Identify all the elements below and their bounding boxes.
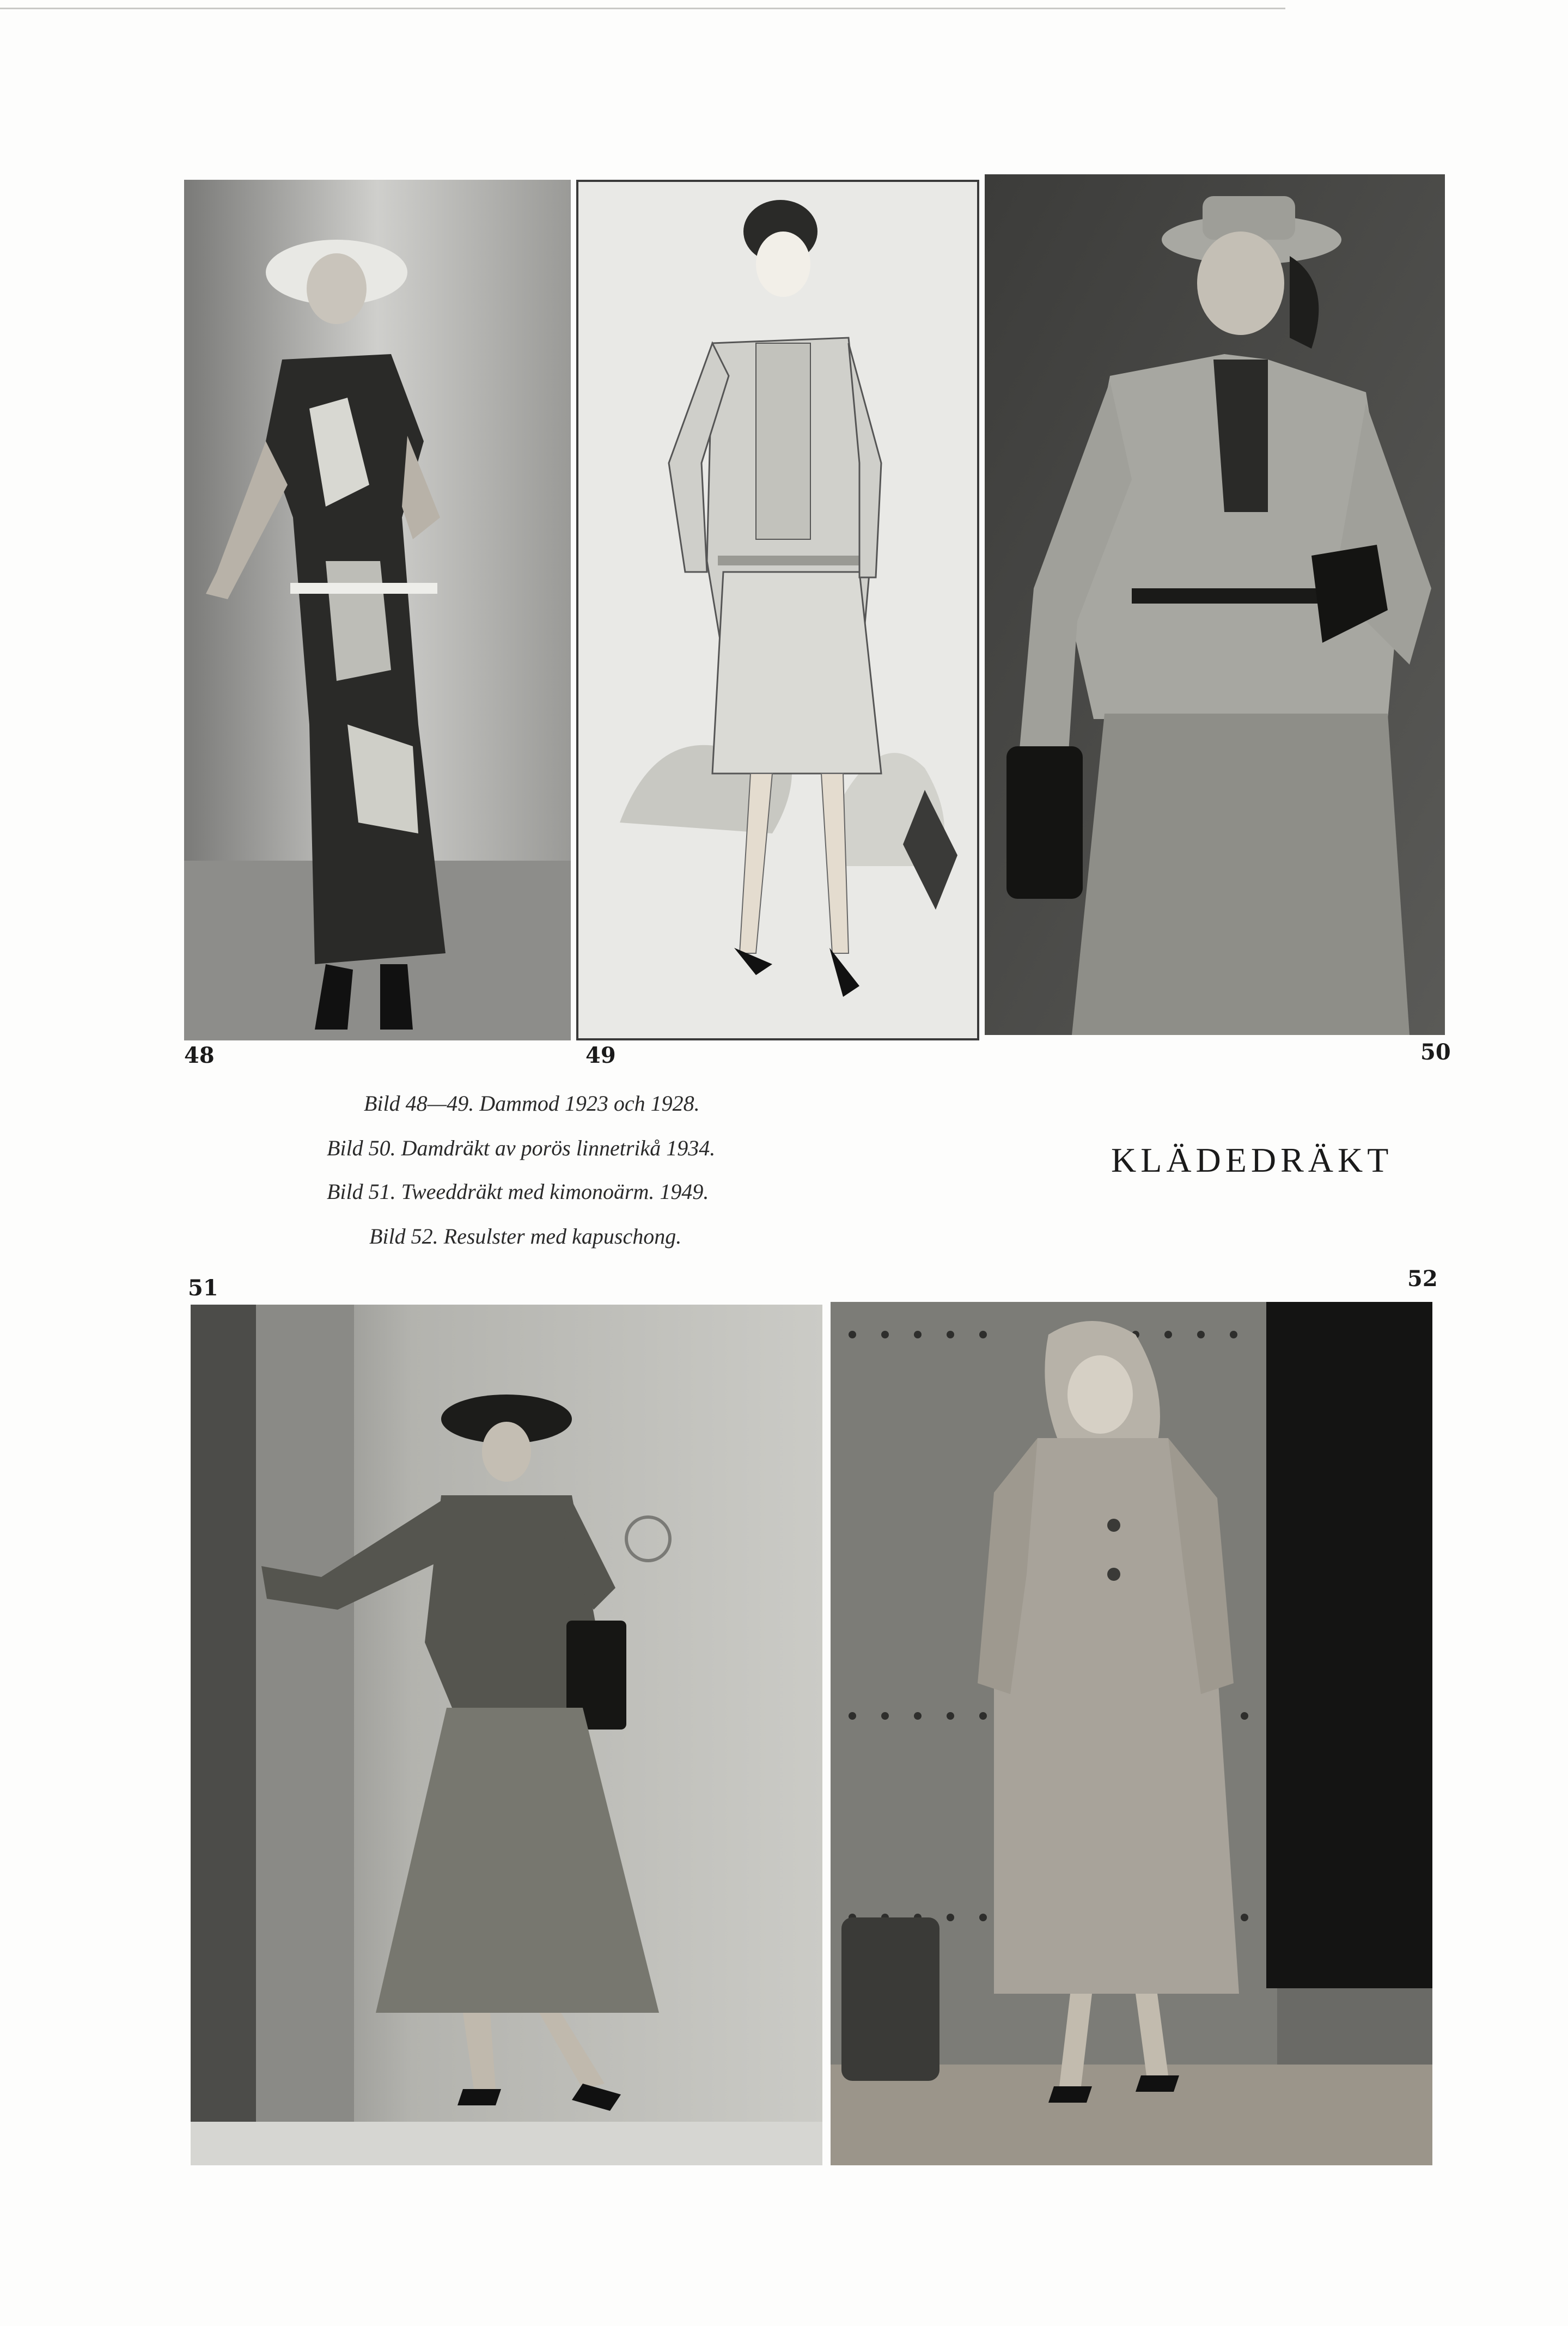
section-title: KLÄDEDRÄKT bbox=[1111, 1141, 1393, 1179]
photo-48 bbox=[184, 180, 571, 1040]
figure-number-48: 48 bbox=[184, 1043, 215, 1068]
caption-51: Bild 51. Tweeddräkt med kimonoärm. 1949. bbox=[327, 1179, 709, 1204]
photo-49 bbox=[576, 180, 979, 1040]
figure-number-50: 50 bbox=[1420, 1039, 1451, 1065]
figure-number-49: 49 bbox=[585, 1043, 616, 1068]
figure-number-51: 51 bbox=[188, 1275, 218, 1301]
caption-50: Bild 50. Damdräkt av porös linnetrikå 1934. bbox=[327, 1136, 716, 1160]
top-rule bbox=[0, 8, 1285, 9]
caption-48-49: Bild 48—49. Dammod 1923 och 1928. bbox=[364, 1091, 700, 1116]
photo-50 bbox=[985, 174, 1445, 1035]
caption-52: Bild 52. Resulster med kapuschong. bbox=[369, 1224, 682, 1249]
photo-52 bbox=[831, 1302, 1432, 2165]
photo-51 bbox=[191, 1305, 822, 2165]
figure-number-52: 52 bbox=[1407, 1266, 1438, 1292]
